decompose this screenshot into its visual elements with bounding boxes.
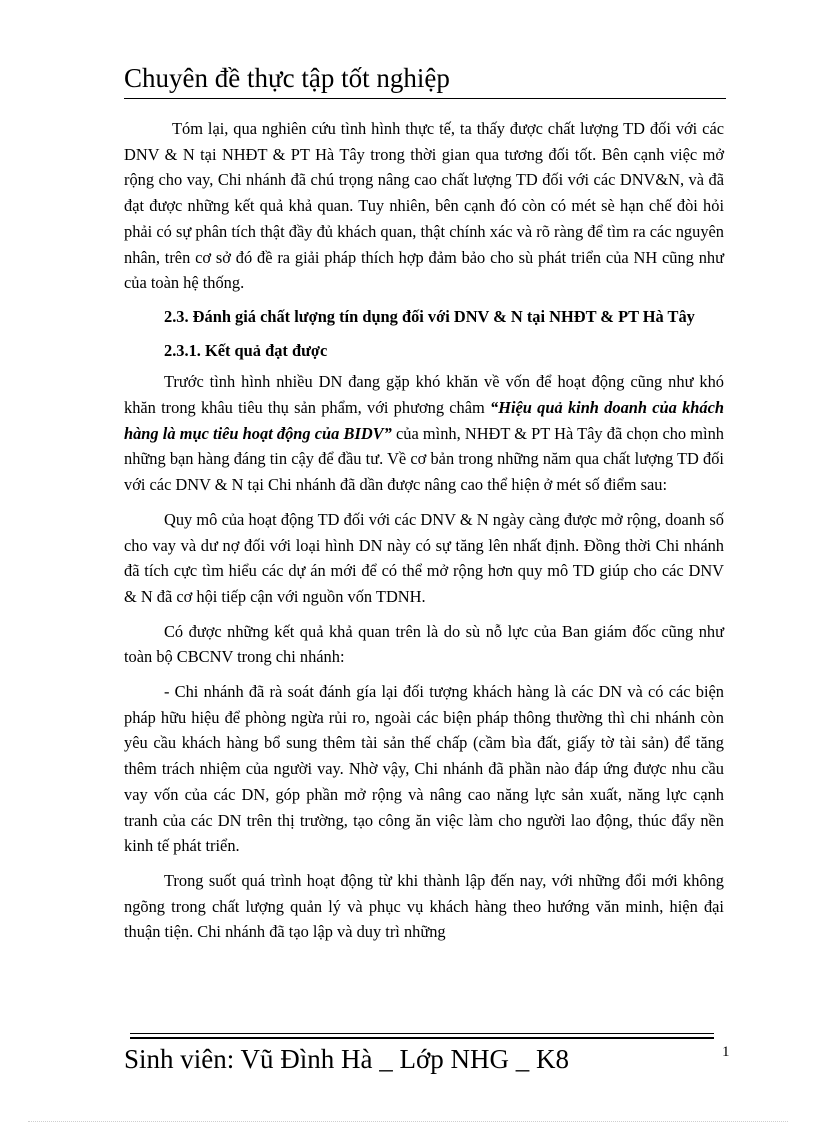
paragraph-bullet: - Chi nhánh đã rà soát đánh gía lại đối tượng khách hàng là các DN và có các biện pháp hữu hiệu để phòng ngừa rủi ro, ngoài các biện pháp thông thường thì chi nhánh còn yêu cầu khách hàng bổ sung thêm tài sản thế chấp (cầm bìa đất, giấy tờ tài sản) để tăng thêm trách nhiệm của người vay. Nhờ vậy, Chi nhánh đã phần nào đáp ứng được nhu cầu vay vốn của các DN, góp phần mở rộng và nâng cao năng lực sản xuất, năng lực cạnh tranh của các DN trên thị trường, tạo công ăn việc làm cho người lao động, thúc đẩy nền kinh tế phát triển. [124,682,724,856]
footer-rule-thick [130,1037,714,1039]
page-number: 1 [722,1044,730,1060]
paragraph-scale: Quy mô của hoạt động TD đối với các DNV & N ngày càng được mở rộng, doanh số cho vay và dư nợ đối với loại hình DN này có sự tăng lên nhất định. Đồng thời Chi nhánh đã tích cực tìm hiểu các dự án mới để có thể mở rộng hơn quy mô TD giúp cho các DNV & N đã cơ hội tiếp cận với nguồn vốn TDNH. [124,509,724,606]
subsection-heading: 2.3.1. Kết quả đạt được [164,340,328,360]
paragraph-context-start: Trước tình hình nhiều DN đang gặp khó khăn về vốn để hoạt động cũng như khó khăn trong khâu tiêu thụ sản phẩm, với phương châm [124,372,724,418]
motto-quote: “Hiệu quả kinh doanh của khách hàng là mục tiêu hoạt động của BIDV” [124,398,724,443]
header-rule [124,98,726,99]
page-edge [28,1121,788,1122]
paragraph-results: Có được những kết quả khả quan trên là do sù nỗ lực của Ban giám đốc cũng như toàn bộ CBCNV trong chi nhánh: [124,621,724,667]
footer-student: Sinh viên: Vũ Đình Hà _ Lớp NHG _ K8 [124,1044,570,1074]
paragraph-development: Trong suốt quá trình hoạt động từ khi thành lập đến nay, với những đổi mới không ngõng trong chất lượng quản lý và phục vụ khách hàng theo hướng văn minh, hiện đại thuận tiện. Chi nhánh đã tạo lập và duy trì những [124,870,724,942]
paragraph-context [124,369,724,498]
footer-rule-thin [130,1033,714,1034]
section-heading: 2.3. Đánh giá chất lượng tín dụng đối với DNV & N tại NHĐT & PT Hà Tây [164,306,695,326]
paragraph-context-end: của mình, NHĐT & PT Hà Tây đã chọn cho mình những bạn hàng đáng tin cậy để đầu tư. Về cơ bản trong những năm qua chất lượng TD đối với các DNV & N tại Chi nhánh đã dần được nâng cao thể hiện ở mét số điểm sau: [124,423,724,495]
header-title: Chuyên đề thực tập tốt nghiệp [124,63,450,93]
document-body [124,116,724,945]
paragraph-summary: Tóm lại, qua nghiên cứu tình hình thực tế, ta thấy được chất lượng TD đối với các DNV & N tại NHĐT & PT Hà Tây trong thời gian qua tương đối tốt. Bên cạnh việc mở rộng cho vay, Chi nhánh đã chú trọng nâng cao chất lượng TD đối với các DNV&N, và đã đạt được những kết quả khả quan. Tuy nhiên, bên cạnh đó còn có mét sè hạn chế đòi hỏi phải có sự phân tích thật đầy đủ khách quan, thật chính xác và rõ ràng để tìm ra các nguyên nhân, trên cơ sở đó đề ra giải pháp thích hợp đảm bảo cho sù phát triển của NH cũng như của toàn hệ thống. [124,119,724,293]
